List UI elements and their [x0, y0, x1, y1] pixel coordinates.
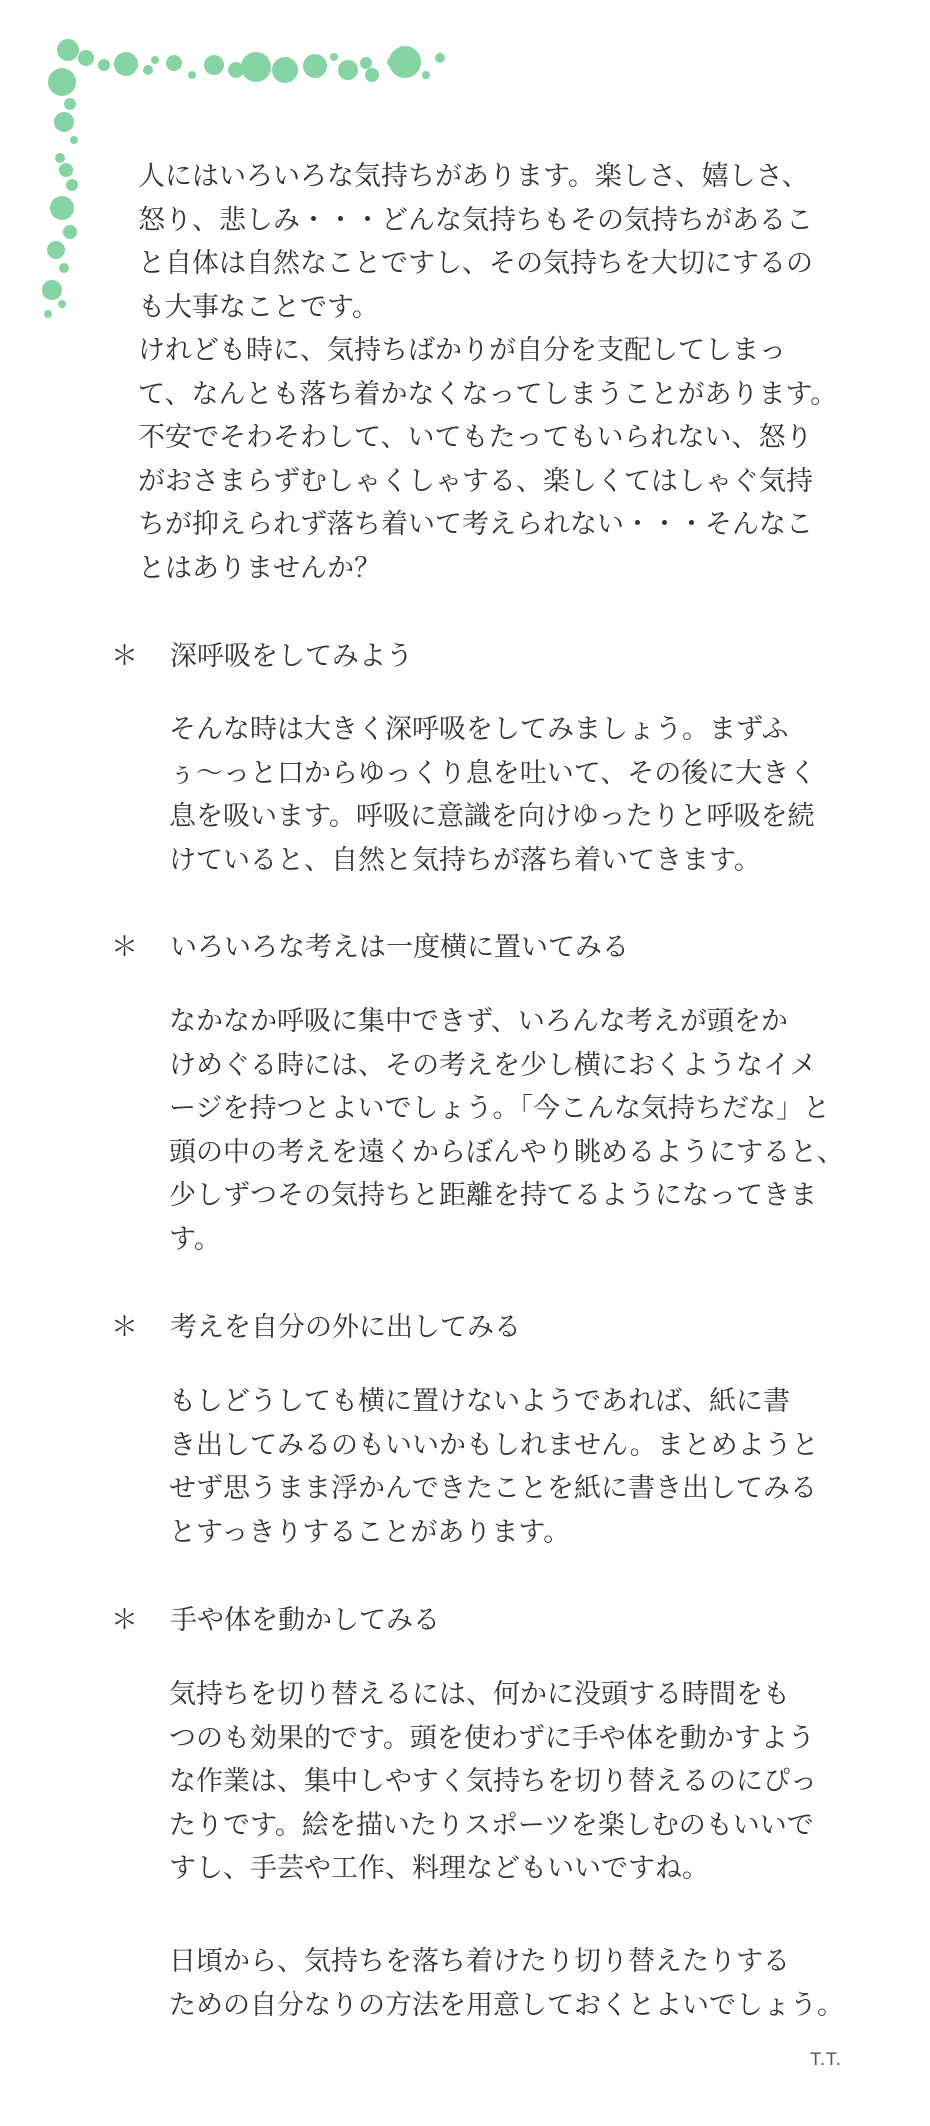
text-line: な作業は、集中しやすく気持ちを切り替えるのにぴっ [169, 1766, 817, 1797]
text-line: たりです。絵を描いたりスポーツを楽しむのもいいで [169, 1809, 814, 1841]
text-line: けていると、自然と気持ちが落ち着いてきます。 [169, 844, 761, 876]
closing-paragraph [142, 1940, 902, 2027]
text-line: けれども時に、気持ちばかりが自分を支配してしまっ [138, 335, 786, 366]
section-title: 考えを自分の外に出してみる [170, 1312, 521, 1343]
text-line: 人にはいろいろな気持ちがあります。楽しさ、嬉しさ、 [138, 161, 809, 192]
asterisk-marker: ＊ [111, 641, 138, 672]
text-line: とはありませんか？ [138, 552, 381, 584]
text-line: そんな時は大きく深呼吸をしてみましょう。まずふ [169, 714, 789, 745]
text-line: 日頃から、気持ちを落ち着けたり切り替えたりする [169, 1946, 790, 1977]
text-line: なかなか呼吸に集中できず、いろんな考えが頭をか [169, 1006, 788, 1037]
section-heading-3 [111, 1308, 871, 1348]
text-line: ぅ～っと口からゆっくり息を吐いて、その後に大きく [169, 757, 817, 789]
asterisk-marker: ＊ [111, 1312, 138, 1343]
text-line: 頭の中の考えを遠くからぼんやり眺めるようにすると、 [169, 1136, 844, 1168]
text-line: す。 [169, 1223, 221, 1255]
text-line: がおさまらずむしゃくしゃする、楽しくてはしゃぐ気持 [138, 465, 813, 497]
text-line: すし、手芸や工作、料理などもいいですね。 [169, 1853, 709, 1884]
text-line: もしどうしても横に置けないようであれば、紙に書 [169, 1386, 790, 1417]
text-line: けめぐる時には、その考えを少し横におくようなイメ [169, 1049, 817, 1081]
text-line: て、なんとも落ち着かなくなってしまうことがあります。 [138, 378, 838, 410]
text-line: 不安でそわそわして、いてもたってもいられない、怒り [138, 422, 813, 453]
section-heading-4 [111, 1601, 871, 1641]
text-line: つのも効果的です。頭を使わずに手や体を動かすよう [169, 1722, 815, 1754]
section-body-3 [142, 1380, 882, 1554]
section-heading-2 [111, 928, 871, 968]
text-line: 少しずつその気持ちと距離を持てるようになってきま [169, 1180, 817, 1211]
text-line: ージを持つとよいでしょう。「今こんな気持ちだな」と [169, 1093, 830, 1124]
text-line: せず思うまま浮かんできたことを紙に書き出してみる [169, 1473, 817, 1504]
section-title: 手や体を動かしてみる [170, 1605, 440, 1636]
asterisk-marker: ＊ [111, 1605, 138, 1636]
section-heading-1 [111, 637, 871, 677]
text-line: とすっきりすることがあります。 [169, 1516, 571, 1548]
text-line: と自体は自然なことですし、その気持ちを大切にするの [138, 248, 813, 279]
section-title: いろいろな考えは一度横に置いてみる [170, 932, 629, 963]
intro-paragraph-2 [111, 329, 871, 590]
text-line: も大事なことです。 [138, 291, 379, 323]
section-title: 深呼吸をしてみよう [170, 641, 413, 672]
section-body-2 [142, 1000, 882, 1261]
asterisk-marker: ＊ [111, 932, 138, 963]
text-line: ちが抑えられず落ち着いて考えられない・・・そんなこ [138, 509, 813, 540]
intro-block [111, 155, 871, 590]
section-body-1 [142, 708, 882, 882]
intro-paragraph-1 [111, 155, 871, 329]
author-signature: T.T. [810, 2050, 842, 2070]
text-line: ための自分なりの方法を用意しておくとよいでしょう。 [169, 1989, 844, 2021]
section-body-4 [142, 1673, 882, 1891]
text-line: 息を吸います。呼吸に意識を向けゆったりと呼吸を続 [169, 801, 815, 832]
text-line: 怒り、悲しみ・・・どんな気持ちもその気持ちがあるこ [138, 204, 813, 236]
text-line: 気持ちを切り替えるには、何かに没頭する時間をも [169, 1679, 790, 1710]
text-line: き出してみるのもいいかもしれません。まとめようと [169, 1429, 819, 1461]
